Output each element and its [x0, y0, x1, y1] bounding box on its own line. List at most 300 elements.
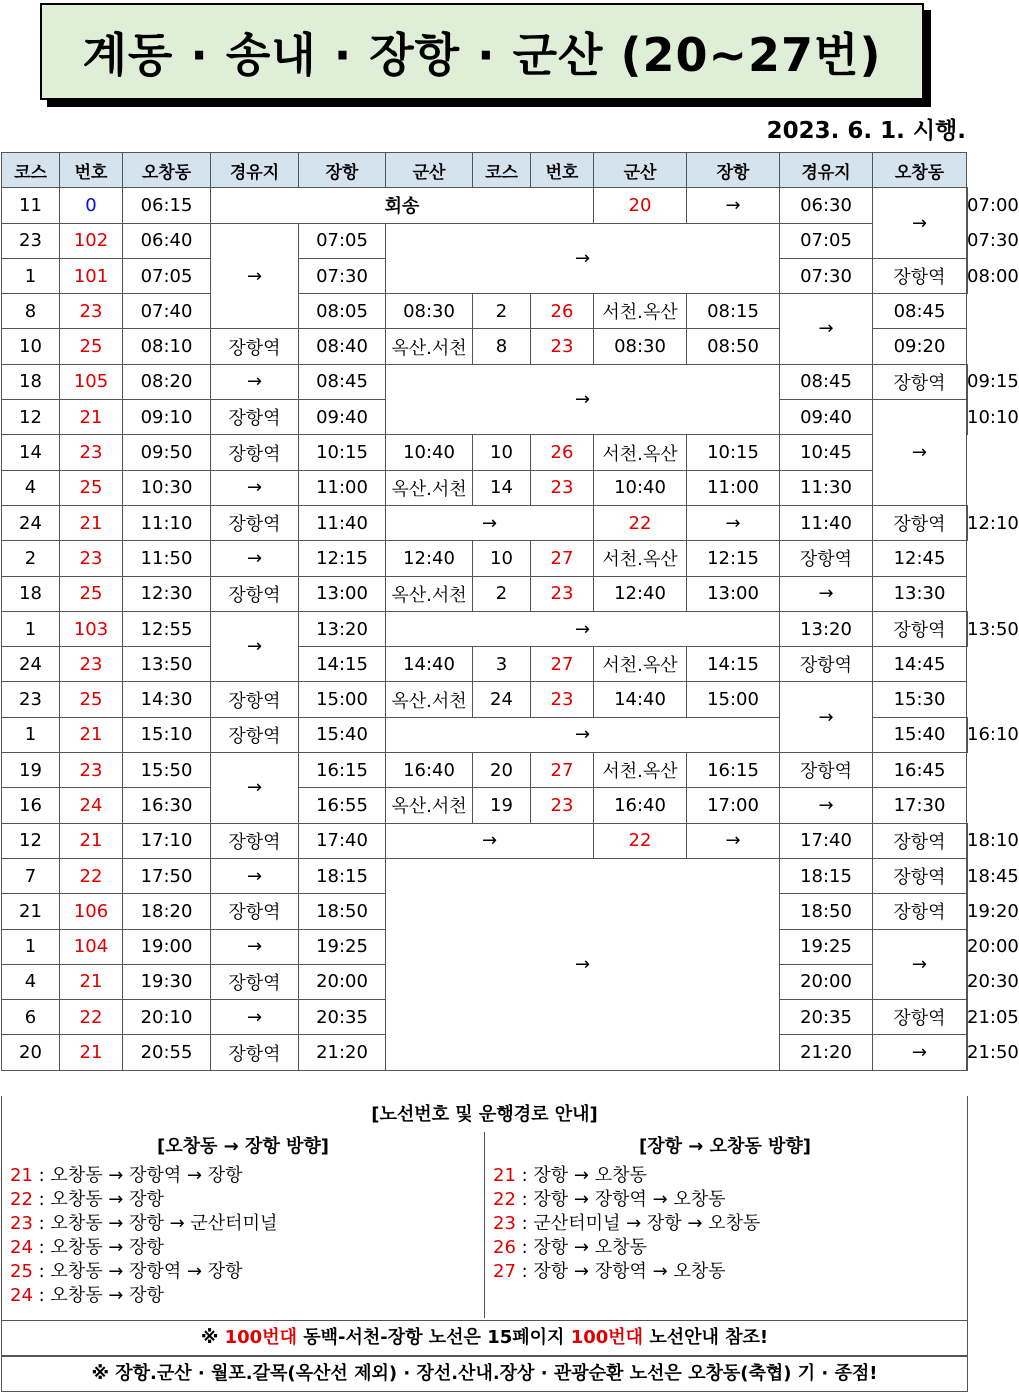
- gunsan-time-cell: 14:40: [386, 647, 473, 682]
- course-cell: 19: [473, 788, 531, 823]
- gunsan-via-cell: 옥산.서천: [386, 576, 473, 611]
- header-row: [2, 153, 968, 188]
- notice-highlight: 100번대: [224, 1327, 297, 1348]
- ochang-arrival-cell: 13:50: [967, 611, 968, 646]
- ochang-arrival-cell: 10:45: [780, 435, 873, 470]
- course-cell: 23: [2, 682, 60, 717]
- table-row: [2, 364, 968, 399]
- gunsan-via-cell: 옥산.서천: [386, 788, 473, 823]
- gunsan-via-cell: 서천.옥산: [594, 541, 687, 576]
- gunsan-via-cell: 서천.옥산: [594, 435, 687, 470]
- route-path: : 오창동 → 장항 → 군산터미널: [32, 1213, 278, 1234]
- ochang-arrival-cell: 08:45: [873, 294, 967, 329]
- route-number-cell: 101: [60, 258, 123, 293]
- course-cell: 14: [2, 435, 60, 470]
- janghang-time-cell: 21:20: [299, 1035, 386, 1070]
- gunsan-time-cell: 16:40: [594, 788, 687, 823]
- col-header: 장항: [299, 153, 386, 188]
- ochang-arrival-cell: 15:30: [873, 682, 967, 717]
- page-title: 계동 · 송내 · 장항 · 군산 (20~27번): [82, 27, 882, 82]
- route-number: 24: [10, 1285, 33, 1306]
- course-cell: 10: [473, 435, 531, 470]
- ochang-departure-cell: 09:10: [123, 400, 211, 435]
- ochang-arrival-cell: 12:45: [873, 541, 967, 576]
- route-number-cell: 23: [531, 576, 594, 611]
- course-cell: 20: [473, 753, 531, 788]
- notice-100-series: [1, 1320, 968, 1356]
- ochang-departure-cell: 12:30: [123, 576, 211, 611]
- table-row: [2, 788, 968, 823]
- route-number-cell: 102: [60, 223, 123, 258]
- route-path: : 장항 → 장항역 → 오창동: [515, 1189, 726, 1210]
- ochang-departure-cell: 16:30: [123, 788, 211, 823]
- col-header: 경유지: [211, 153, 299, 188]
- janghang-time-cell: 08:50: [687, 329, 780, 364]
- route-number-cell: 23: [60, 541, 123, 576]
- table-row: [2, 541, 968, 576]
- route-number-cell: 25: [60, 470, 123, 505]
- arrow-cell: →: [687, 188, 780, 223]
- table-row: [2, 611, 968, 646]
- route-line: [2, 1164, 484, 1188]
- route-number-cell: 23: [60, 294, 123, 329]
- route-line: [485, 1188, 965, 1212]
- table-row: [2, 823, 968, 858]
- gunsan-time-cell: 08:30: [594, 329, 687, 364]
- janghang-time-cell: 15:40: [299, 717, 386, 752]
- via-cell: →: [873, 400, 967, 506]
- route-number-cell: 21: [60, 823, 123, 858]
- table-row: [2, 435, 968, 470]
- janghang-time-cell: 08:15: [687, 294, 780, 329]
- course-cell: 24: [2, 647, 60, 682]
- ochang-departure-cell: 20:10: [123, 1000, 211, 1035]
- return-cell: 회송: [211, 188, 594, 223]
- arrow-cell: →: [687, 823, 780, 858]
- via-cell: 장항역: [873, 823, 967, 858]
- route-path: : 장항 → 오창동: [515, 1237, 647, 1258]
- ochang-departure-cell: 20:55: [123, 1035, 211, 1070]
- route-line: [2, 1236, 484, 1260]
- notice-highlight: 100번대: [570, 1327, 644, 1348]
- janghang-time-cell: 13:00: [299, 576, 386, 611]
- route-number-cell: 26: [531, 294, 594, 329]
- janghang-time-cell: 17:40: [299, 823, 386, 858]
- col-header: 경유지: [780, 153, 873, 188]
- via-cell: 장항역: [211, 576, 299, 611]
- route-number-cell: 106: [60, 894, 123, 929]
- ochang-departure-cell: 07:05: [123, 258, 211, 293]
- ochang-arrival-cell: 16:10: [967, 717, 968, 752]
- table-row: [2, 858, 968, 893]
- route-path: : 장항 → 장항역 → 오창동: [515, 1261, 726, 1282]
- janghang-time-cell: 07:30: [299, 258, 386, 293]
- via-cell: 장항역: [211, 682, 299, 717]
- course-cell: 2: [473, 294, 531, 329]
- course-cell: 7: [2, 858, 60, 893]
- route-path: : 오창동 → 장항: [32, 1285, 164, 1306]
- gunsan-time-cell: 16:40: [386, 753, 473, 788]
- via-cell: 장항역: [873, 505, 967, 540]
- janghang-time-cell: 13:00: [687, 576, 780, 611]
- via-cell: →: [211, 929, 299, 964]
- table-row: [2, 470, 968, 505]
- janghang-time-cell: 19:25: [299, 929, 386, 964]
- route-path: : 군산터미널 → 장항 → 오창동: [515, 1213, 761, 1234]
- route-number: 25: [10, 1261, 33, 1282]
- arrow-cell: →: [386, 505, 594, 540]
- via-cell: 장항역: [211, 964, 299, 999]
- course-cell: 24: [473, 682, 531, 717]
- course-cell: 24: [2, 505, 60, 540]
- course-cell: 18: [2, 364, 60, 399]
- route-number: 23: [493, 1213, 516, 1234]
- gunsan-time-cell: 10:40: [594, 470, 687, 505]
- janghang-time-cell: 14:15: [299, 647, 386, 682]
- ochang-departure-cell: 08:20: [123, 364, 211, 399]
- route-line: [485, 1236, 965, 1260]
- ochang-departure-cell: 17:50: [123, 858, 211, 893]
- ochang-arrival-cell: 20:30: [967, 964, 968, 999]
- ochang-departure-cell: 13:50: [123, 647, 211, 682]
- janghang-time-cell: 08:45: [299, 364, 386, 399]
- janghang-time-cell: 13:20: [780, 611, 873, 646]
- janghang-time-cell: 14:15: [687, 647, 780, 682]
- janghang-time-cell: 07:30: [780, 258, 873, 293]
- course-cell: 8: [2, 294, 60, 329]
- gunsan-via-cell: 서천.옥산: [594, 647, 687, 682]
- via-cell: →: [780, 294, 873, 365]
- route-line: [485, 1164, 965, 1188]
- ochang-departure-cell: 12:55: [123, 611, 211, 646]
- janghang-time-cell: 15:00: [299, 682, 386, 717]
- route-number: 22: [10, 1189, 33, 1210]
- via-cell: →: [211, 541, 299, 576]
- ochang-departure-cell: 08:10: [123, 329, 211, 364]
- table-row: [2, 753, 968, 788]
- title-banner: [40, 3, 924, 100]
- route-number-cell: 25: [60, 682, 123, 717]
- course-cell: 10: [473, 541, 531, 576]
- gunsan-via-cell: 서천.옥산: [594, 753, 687, 788]
- route-path: : 장항 → 오창동: [515, 1165, 647, 1186]
- route-number-cell: 23: [60, 435, 123, 470]
- via-cell: →: [211, 470, 299, 505]
- ochang-arrival-cell: 11:30: [780, 470, 873, 505]
- route-number: 21: [10, 1165, 33, 1186]
- route-number-cell: 23: [60, 753, 123, 788]
- notice-text: 동백-서천-장항 노선은 15페이지: [296, 1327, 571, 1348]
- via-cell: →: [873, 929, 967, 1000]
- effective-date: 2023. 6. 1. 시행.: [766, 118, 966, 144]
- route-path: : 오창동 → 장항: [32, 1189, 164, 1210]
- arrow-cell: →: [687, 505, 780, 540]
- janghang-time-cell: 21:20: [780, 1035, 873, 1070]
- via-cell: 장항역: [211, 717, 299, 752]
- course-cell: 12: [2, 823, 60, 858]
- ochang-arrival-cell: 18:10: [967, 823, 968, 858]
- course-cell: 1: [2, 611, 60, 646]
- col-header: 장항: [687, 153, 780, 188]
- route-number-cell: 22: [60, 1000, 123, 1035]
- course-cell: 11: [2, 188, 60, 223]
- ochang-arrival-cell: 07:00: [967, 188, 968, 223]
- janghang-time-cell: 16:15: [299, 753, 386, 788]
- route-number-cell: 23: [60, 647, 123, 682]
- ochang-departure-cell: 17:10: [123, 823, 211, 858]
- janghang-time-cell: 13:20: [299, 611, 386, 646]
- janghang-time-cell: 12:15: [687, 541, 780, 576]
- via-cell: →: [211, 858, 299, 893]
- course-cell: 10: [2, 329, 60, 364]
- via-cell: 장항역: [873, 364, 967, 399]
- table-row: [2, 294, 968, 329]
- gunsan-time-cell: 08:30: [386, 294, 473, 329]
- route-number-cell: 22: [594, 823, 687, 858]
- route-number-cell: 21: [60, 964, 123, 999]
- ochang-departure-cell: 06:15: [123, 188, 211, 223]
- route-line: [2, 1212, 484, 1236]
- route-number: 26: [493, 1237, 516, 1258]
- ochang-departure-cell: 18:20: [123, 894, 211, 929]
- course-cell: 19: [2, 753, 60, 788]
- route-line: [2, 1188, 484, 1212]
- col-header: 번호: [531, 153, 594, 188]
- gunsan-time-cell: 12:40: [594, 576, 687, 611]
- janghang-time-cell: 15:40: [873, 717, 967, 752]
- notice-terminal: ※ 장항.군산 · 월포.갈목(옥산선 제외) · 장선.산내.장상 · 관광순환 노선은 오창동(축협) 기 · 종점!: [1, 1356, 968, 1392]
- janghang-time-cell: 20:35: [299, 1000, 386, 1035]
- outbound-heading: [오창동 → 장항 방향]: [156, 1136, 330, 1157]
- janghang-time-cell: 09:40: [780, 400, 873, 435]
- via-cell: →: [211, 223, 299, 329]
- course-cell: 23: [2, 223, 60, 258]
- course-cell: 2: [473, 576, 531, 611]
- route-number-cell: 23: [531, 470, 594, 505]
- ochang-arrival-cell: 19:20: [967, 894, 968, 929]
- ochang-arrival-cell: 21:50: [967, 1035, 968, 1070]
- ochang-arrival-cell: 14:45: [873, 647, 967, 682]
- route-line: [2, 1260, 484, 1284]
- ochang-arrival-cell: 07:30: [967, 223, 968, 258]
- ochang-arrival-cell: 20:00: [967, 929, 968, 964]
- ochang-departure-cell: 07:40: [123, 294, 211, 329]
- course-cell: 3: [473, 647, 531, 682]
- via-cell: →: [211, 753, 299, 824]
- janghang-time-cell: 20:35: [780, 1000, 873, 1035]
- route-path: : 오창동 → 장항역 → 장항: [32, 1165, 243, 1186]
- gunsan-time-cell: 10:40: [386, 435, 473, 470]
- ochang-departure-cell: 09:50: [123, 435, 211, 470]
- gunsan-time-cell: 14:40: [594, 682, 687, 717]
- col-header: 코스: [2, 153, 60, 188]
- ochang-departure-cell: 19:00: [123, 929, 211, 964]
- course-cell: 1: [2, 717, 60, 752]
- inbound-routes: [485, 1132, 965, 1318]
- janghang-time-cell: 08:05: [299, 294, 386, 329]
- janghang-time-cell: 08:45: [780, 364, 873, 399]
- janghang-time-cell: 09:40: [299, 400, 386, 435]
- gunsan-via-cell: 서천.옥산: [594, 294, 687, 329]
- ochang-arrival-cell: 21:05: [967, 1000, 968, 1035]
- via-cell: 장항역: [873, 1000, 967, 1035]
- route-number-cell: 23: [531, 682, 594, 717]
- route-number-cell: 27: [531, 647, 594, 682]
- route-info-title: [노선번호 및 운행경로 안내]: [371, 1104, 598, 1125]
- janghang-time-cell: 10:15: [687, 435, 780, 470]
- via-cell: 장항역: [211, 894, 299, 929]
- ochang-departure-cell: 15:10: [123, 717, 211, 752]
- route-number-cell: 25: [60, 329, 123, 364]
- via-cell: →: [873, 188, 967, 259]
- course-cell: 20: [2, 1035, 60, 1070]
- gunsan-via-cell: 옥산.서천: [386, 470, 473, 505]
- route-path: : 오창동 → 장항: [32, 1237, 164, 1258]
- col-header: 번호: [60, 153, 123, 188]
- course-cell: 14: [473, 470, 531, 505]
- ochang-arrival-cell: 18:45: [967, 858, 968, 893]
- janghang-time-cell: 20:00: [299, 964, 386, 999]
- ochang-arrival-cell: 17:30: [873, 788, 967, 823]
- timetable: [1, 152, 1019, 1071]
- route-number: 22: [493, 1189, 516, 1210]
- route-number-cell: 21: [60, 1035, 123, 1070]
- table-row: [2, 682, 968, 717]
- janghang-time-cell: 18:15: [299, 858, 386, 893]
- arrow-cell: →: [386, 611, 780, 646]
- ochang-arrival-cell: 09:20: [873, 329, 967, 364]
- ochang-arrival-cell: 09:15: [967, 364, 968, 399]
- via-cell: 장항역: [873, 611, 967, 646]
- janghang-time-cell: 20:00: [780, 964, 873, 999]
- route-number-cell: 20: [594, 188, 687, 223]
- via-cell: 장항역: [211, 329, 299, 364]
- route-number-cell: 103: [60, 611, 123, 646]
- route-info-section: [1, 1096, 968, 1321]
- janghang-time-cell: 15:00: [687, 682, 780, 717]
- via-cell: →: [873, 1035, 967, 1070]
- route-number-cell: 21: [60, 505, 123, 540]
- route-number-cell: 0: [60, 188, 123, 223]
- course-cell: 4: [2, 470, 60, 505]
- gunsan-time-cell: 12:40: [386, 541, 473, 576]
- route-number: 27: [493, 1261, 516, 1282]
- janghang-time-cell: 16:55: [299, 788, 386, 823]
- route-number-cell: 21: [60, 717, 123, 752]
- table-row: [2, 188, 968, 223]
- janghang-time-cell: 11:00: [687, 470, 780, 505]
- via-cell: →: [780, 576, 873, 611]
- janghang-time-cell: 08:40: [299, 329, 386, 364]
- via-cell: →: [780, 682, 873, 753]
- route-number: 24: [10, 1237, 33, 1258]
- arrow-cell: →: [386, 823, 594, 858]
- course-cell: 2: [2, 541, 60, 576]
- ochang-departure-cell: 14:30: [123, 682, 211, 717]
- course-cell: 6: [2, 1000, 60, 1035]
- gunsan-via-cell: 옥산.서천: [386, 682, 473, 717]
- via-cell: →: [211, 1000, 299, 1035]
- janghang-time-cell: 11:00: [299, 470, 386, 505]
- course-cell: 16: [2, 788, 60, 823]
- route-line: [485, 1260, 965, 1284]
- route-number-cell: 25: [60, 576, 123, 611]
- course-cell: 12: [2, 400, 60, 435]
- route-line: [485, 1212, 965, 1236]
- gunsan-via-cell: 옥산.서천: [386, 329, 473, 364]
- via-cell: 장항역: [780, 647, 873, 682]
- table-row: [2, 576, 968, 611]
- janghang-time-cell: 19:25: [780, 929, 873, 964]
- route-number-cell: 23: [531, 788, 594, 823]
- col-header: 오창동: [873, 153, 967, 188]
- route-number-cell: 26: [531, 435, 594, 470]
- route-number-cell: 104: [60, 929, 123, 964]
- via-cell: 장항역: [211, 823, 299, 858]
- janghang-time-cell: 11:40: [780, 505, 873, 540]
- course-cell: 4: [2, 964, 60, 999]
- table-row: [2, 647, 968, 682]
- arrow-cell: →: [386, 858, 780, 1070]
- route-number-cell: 27: [531, 541, 594, 576]
- via-cell: 장항역: [211, 505, 299, 540]
- janghang-time-cell: 16:15: [687, 753, 780, 788]
- inbound-heading: [장항 → 오창동 방향]: [638, 1136, 812, 1157]
- ochang-arrival-cell: 16:45: [873, 753, 967, 788]
- route-number-cell: 22: [60, 858, 123, 893]
- route-line: [2, 1284, 484, 1308]
- col-header: 군산: [594, 153, 687, 188]
- route-number-cell: 21: [60, 400, 123, 435]
- col-header: 군산: [386, 153, 473, 188]
- ochang-departure-cell: 11:50: [123, 541, 211, 576]
- route-number-cell: 23: [531, 329, 594, 364]
- route-path: : 오창동 → 장항역 → 장항: [32, 1261, 243, 1282]
- ochang-departure-cell: 10:30: [123, 470, 211, 505]
- col-header: 코스: [473, 153, 531, 188]
- notice-text: 노선안내 참조!: [643, 1327, 769, 1348]
- janghang-time-cell: 07:05: [299, 223, 386, 258]
- janghang-time-cell: 18:50: [780, 894, 873, 929]
- janghang-time-cell: 07:05: [780, 223, 873, 258]
- ochang-arrival-cell: 12:10: [967, 505, 968, 540]
- via-cell: →: [780, 788, 873, 823]
- route-number-cell: 105: [60, 364, 123, 399]
- course-cell: 1: [2, 929, 60, 964]
- outbound-routes: [2, 1132, 485, 1318]
- route-number: 23: [10, 1213, 33, 1234]
- col-header: 오창동: [123, 153, 211, 188]
- via-cell: 장항역: [873, 858, 967, 893]
- ochang-departure-cell: 15:50: [123, 753, 211, 788]
- janghang-time-cell: 17:40: [780, 823, 873, 858]
- janghang-time-cell: 17:00: [687, 788, 780, 823]
- table-row: [2, 223, 968, 258]
- arrow-cell: →: [386, 223, 780, 294]
- course-cell: 18: [2, 576, 60, 611]
- janghang-time-cell: 12:15: [299, 541, 386, 576]
- via-cell: 장항역: [873, 258, 967, 293]
- ochang-arrival-cell: 08:00: [967, 258, 968, 293]
- ochang-departure-cell: 06:40: [123, 223, 211, 258]
- via-cell: 장항역: [211, 435, 299, 470]
- via-cell: →: [211, 611, 299, 682]
- via-cell: 장항역: [211, 1035, 299, 1070]
- ochang-arrival-cell: 13:30: [873, 576, 967, 611]
- janghang-time-cell: 11:40: [299, 505, 386, 540]
- course-cell: 21: [2, 894, 60, 929]
- ochang-departure-cell: 11:10: [123, 505, 211, 540]
